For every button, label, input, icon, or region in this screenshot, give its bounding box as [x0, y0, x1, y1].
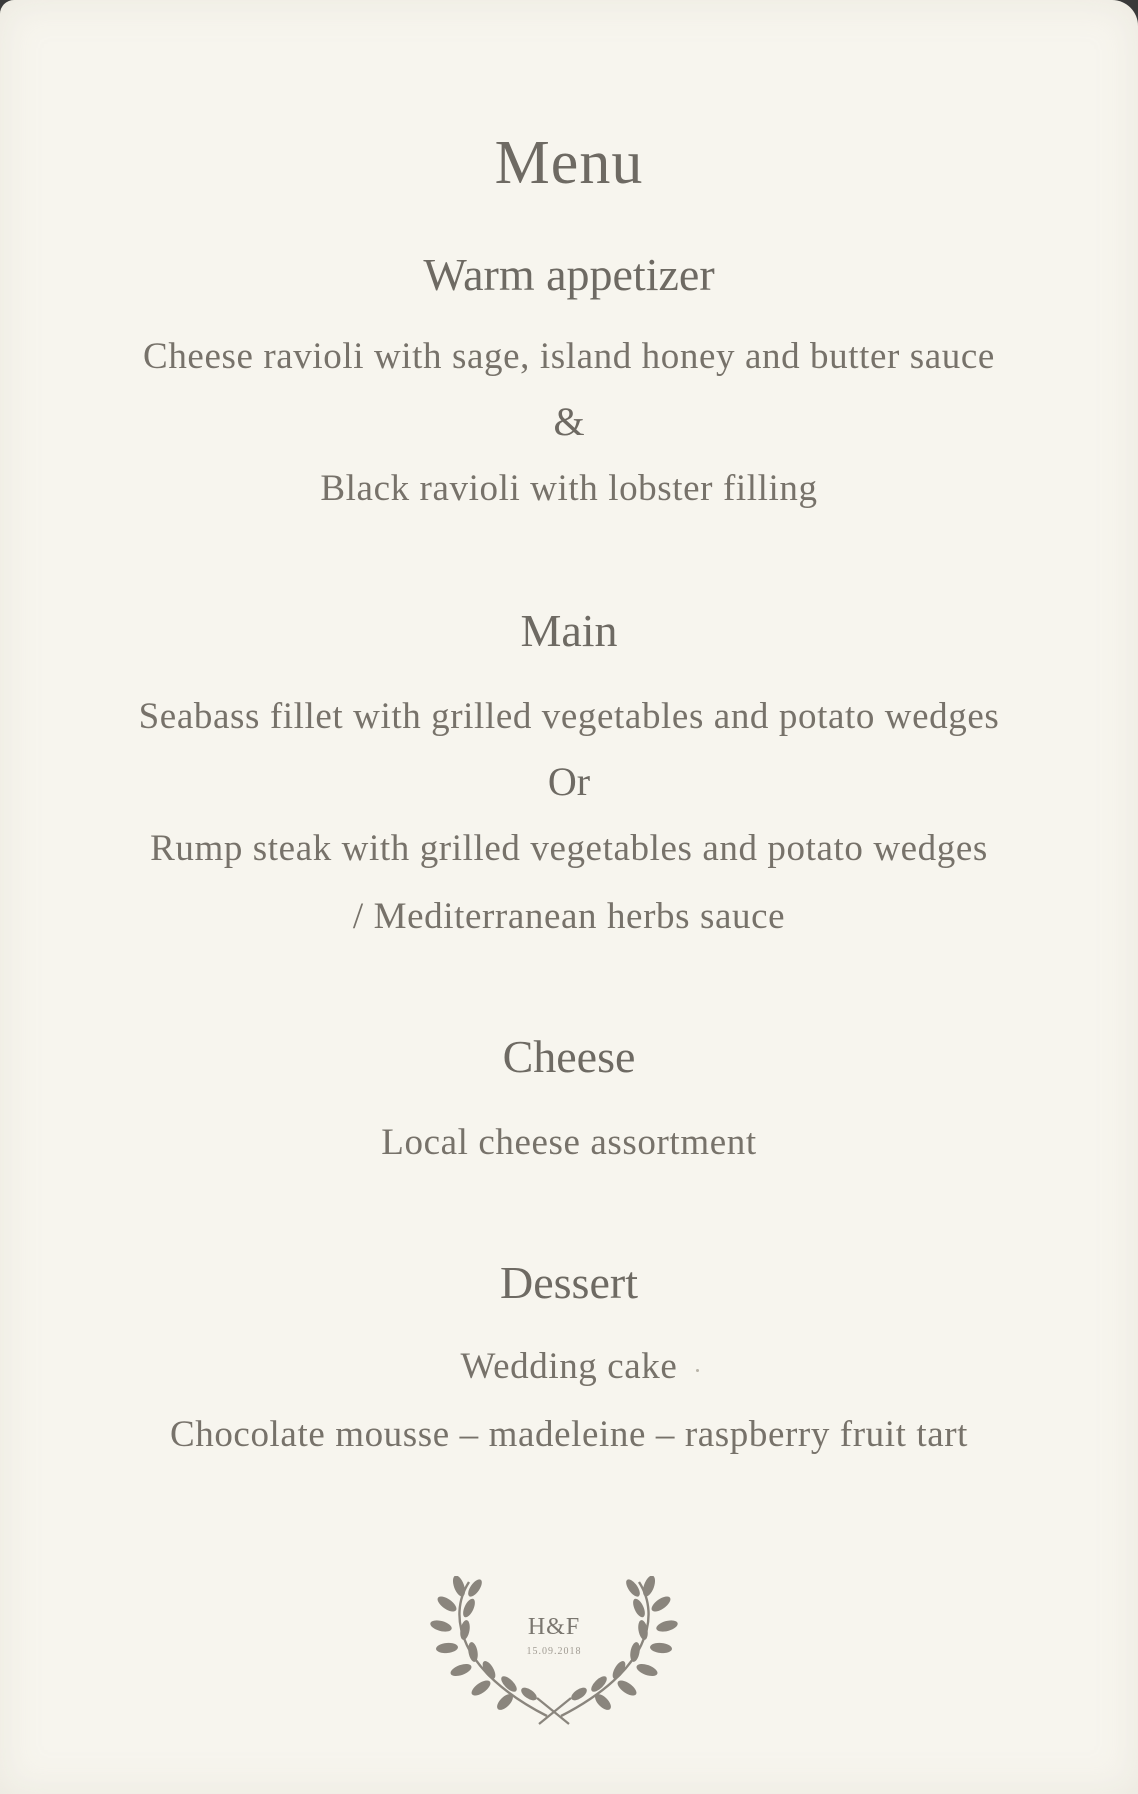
dish-cheese-ravioli: Cheese ravioli with sage, island honey and butter sauce — [143, 336, 995, 377]
dish-black-ravioli: Black ravioli with lobster filling — [320, 468, 818, 509]
section-heading-main: Main — [520, 605, 618, 656]
monogram-initials: H&F — [527, 1614, 581, 1640]
dish-herbs-sauce: / Mediterranean herbs sauce — [352, 896, 786, 937]
dish-rump-steak: Rump steak with grilled vegetables and potato wedges — [150, 828, 988, 869]
dish-seabass-fillet: Seabass fillet with grilled vegetables and potato wedges — [138, 696, 1000, 737]
ampersand-separator: & — [553, 399, 585, 444]
paper-speck — [696, 1369, 699, 1372]
section-heading-warm-appetizer: Warm appetizer — [423, 249, 715, 300]
monogram — [429, 1576, 679, 1726]
section-heading-cheese: Cheese — [502, 1031, 636, 1082]
section-heading-dessert: Dessert — [500, 1257, 638, 1308]
menu-title: Menu — [494, 129, 644, 197]
dish-dessert-trio: Chocolate mousse – madeleine – raspberry fruit tart — [169, 1414, 969, 1455]
dish-wedding-cake: Wedding cake — [460, 1346, 678, 1387]
dish-local-cheese: Local cheese assortment — [381, 1122, 757, 1163]
or-separator: Or — [547, 759, 591, 804]
monogram-date: 15.09.2018 — [526, 1646, 582, 1657]
